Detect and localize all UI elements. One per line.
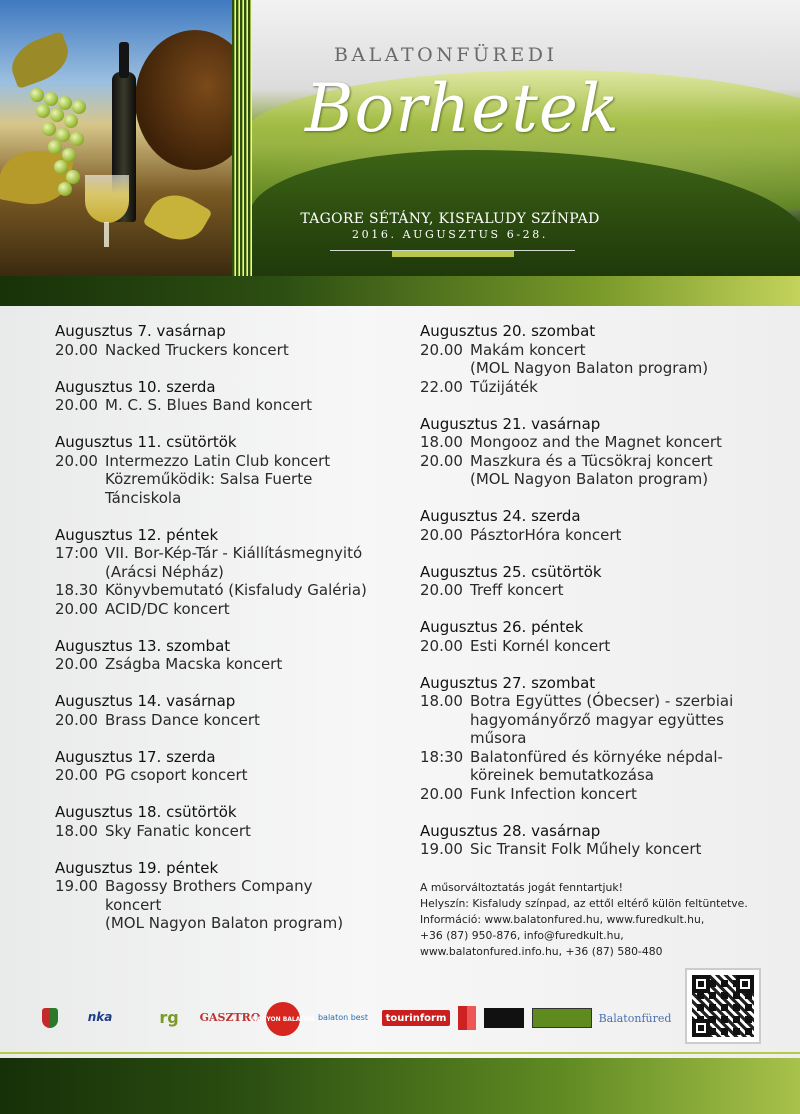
program-day [55, 803, 400, 840]
program-day [55, 637, 400, 674]
program-day [420, 822, 790, 859]
event-title: Makám koncert (MOL Nagyon Balaton program) [470, 340, 709, 377]
event-row [420, 748, 790, 785]
event-row [55, 766, 400, 785]
event-row [420, 785, 790, 804]
event-title: Maszkura és a Tücsökraj koncert (MOL Nagyon Balaton program) [470, 451, 713, 488]
event-title: Intermezzo Latin Club koncert Közreműködik: Salsa Fuerte Tánciskola [105, 451, 331, 507]
event-time: 17:00 [55, 544, 99, 562]
day-title: Augusztus 19. péntek [55, 858, 219, 877]
day-title: Augusztus 28. vasárnap [420, 821, 601, 840]
day-title: Augusztus 18. csütörtök [55, 803, 237, 821]
qr-finder-icon [692, 1019, 710, 1037]
event-row [55, 396, 400, 415]
vine-leaf-icon [5, 31, 75, 89]
event-time: 20.00 [420, 636, 463, 655]
green-sponsor-logo [532, 1008, 592, 1028]
qr-code[interactable] [685, 968, 761, 1044]
tourinform-logo: tourinform [382, 1010, 450, 1026]
grape-icon [72, 100, 86, 114]
program-day [55, 692, 400, 729]
nka-logo: nka [87, 1010, 113, 1024]
event-time: 22.00 [420, 377, 463, 396]
event-row [420, 452, 790, 489]
grape-icon [64, 114, 78, 128]
event-row [55, 544, 400, 581]
note-line: www.balatonfured.info.hu, +36 (87) 580-480 [420, 945, 663, 958]
day-title: Augusztus 24. szerda [420, 507, 581, 525]
program-left-column [55, 322, 400, 951]
venue-text: TAGORE SÉTÁNY, KISFALUDY SZÍNPAD [300, 211, 600, 227]
event-title: PG csoport koncert [105, 766, 248, 784]
nagyon-balaton-logo: NAGYON BALATON [266, 1002, 300, 1036]
event-row [55, 655, 400, 674]
program-day [55, 433, 400, 507]
event-title: Bagossy Brothers Company koncert (MOL Nagyon Balaton program) [105, 877, 344, 932]
event-title: Balatonfüred és környéke népdal- köreinek bemutatkozása [470, 747, 723, 784]
grape-icon [42, 122, 56, 136]
grape-icon [36, 104, 50, 118]
program-day [420, 322, 790, 396]
program-day [420, 563, 790, 600]
dark-sponsor-logo [484, 1008, 524, 1028]
wine-glass-stem [104, 222, 109, 247]
event-title: Funk Infection koncert [470, 784, 637, 803]
day-title: Augusztus 17. szerda [55, 747, 216, 766]
flag-logo [458, 1006, 476, 1030]
event-row [55, 581, 400, 600]
event-row [420, 378, 790, 397]
event-time: 18.00 [55, 821, 98, 840]
event-title: M. C. S. Blues Band koncert [105, 396, 312, 414]
divider-stripes [232, 0, 252, 276]
note-line: Információ: www.balatonfured.hu, www.furedkult.hu, [420, 913, 705, 926]
event-title: Nacked Truckers koncert [105, 340, 289, 359]
event-row [55, 822, 400, 841]
event-row [55, 341, 400, 360]
program-day [55, 748, 400, 785]
wine-glass-icon [85, 175, 129, 223]
day-title: Augusztus 10. szerda [55, 377, 216, 396]
event-time: 20.00 [55, 451, 98, 470]
grape-icon [30, 88, 44, 102]
grape-icon [50, 108, 64, 122]
event-title: Brass Dance koncert [105, 710, 260, 729]
info-notes [420, 880, 790, 960]
note-line: Helyszín: Kisfaludy színpad, az ettől eltérő külön feltüntetve. [420, 897, 748, 910]
event-row [420, 581, 790, 600]
program-day [55, 526, 400, 619]
qr-finder-icon [736, 975, 754, 993]
event-title: Mongooz and the Magnet koncert [470, 433, 722, 451]
event-title: PásztorHóra koncert [470, 525, 622, 544]
balaton-best-logo: balaton best [317, 1012, 369, 1022]
note-line: +36 (87) 950-876, info@furedkult.hu, [420, 929, 624, 942]
event-time: 19.00 [55, 877, 98, 895]
note-line: A műsorváltoztatás jogát fenntartjuk! [420, 881, 623, 894]
coat-of-arms-logo [38, 1006, 62, 1030]
event-row [420, 692, 790, 748]
event-row [55, 877, 400, 933]
event-time: 20.00 [420, 784, 463, 803]
grape-icon [48, 140, 62, 154]
event-time: 20.00 [55, 340, 98, 359]
header-accent-bar [392, 251, 514, 257]
event-title: Sic Transit Folk Műhely koncert [470, 840, 702, 858]
balatonfured-logo: Balatonfüred [598, 1011, 672, 1025]
event-time: 20.00 [420, 581, 463, 599]
event-time: 20.00 [420, 340, 463, 359]
event-row [55, 711, 400, 730]
brand-city: BALATONFÜREDI [334, 44, 558, 66]
event-time: 20.00 [55, 396, 98, 414]
grape-icon [70, 132, 84, 146]
program-day [420, 618, 790, 655]
footer-divider [0, 1052, 800, 1054]
program-day [420, 507, 790, 544]
event-title: Esti Kornél koncert [470, 636, 611, 655]
grape-icon [58, 182, 72, 196]
footer-band [0, 1058, 800, 1114]
event-title: VII. Bor-Kép-Tár - Kiállításmegnyitó (Arácsi Népház) [105, 544, 363, 581]
event-title: Botra Együttes (Óbecser) - szerbiai hagyományőrző magyar együttes műsora [470, 692, 734, 747]
program-day [55, 859, 400, 933]
event-time: 20.00 [420, 451, 463, 470]
event-time: 18.30 [55, 581, 98, 599]
event-time: 20.00 [55, 766, 98, 784]
day-title: Augusztus 20. szombat [420, 322, 596, 340]
program-day [55, 378, 400, 415]
wine-photo [0, 0, 250, 276]
date-text: 2016. AUGUSZTUS 6-28. [352, 228, 548, 241]
event-row [55, 600, 400, 619]
gasztro-logo: GASZTRO [199, 1010, 261, 1024]
day-title: Augusztus 12. péntek [55, 525, 219, 544]
day-title: Augusztus 26. péntek [420, 618, 584, 636]
header-band [0, 276, 800, 306]
event-row [420, 341, 790, 378]
event-time: 20.00 [55, 655, 98, 673]
program-right-column [420, 322, 790, 877]
event-title: Zságba Macska koncert [105, 655, 283, 673]
event-row [420, 637, 790, 656]
event-title: Sky Fanatic koncert [105, 821, 251, 840]
event-row [420, 526, 790, 545]
event-title: Treff koncert [470, 581, 564, 599]
event-time: 20.00 [55, 599, 98, 618]
program-day [420, 674, 790, 804]
day-title: Augusztus 7. vasárnap [55, 322, 226, 340]
day-title: Augusztus 25. csütörtök [420, 562, 602, 581]
grape-icon [54, 160, 68, 174]
event-title: Könyvbemutató (Kisfaludy Galéria) [105, 581, 367, 599]
event-time: 20.00 [55, 710, 98, 729]
sponsor-logos [30, 998, 670, 1042]
event-time: 18.00 [420, 433, 463, 451]
event-title: Tűzijáték [470, 377, 538, 396]
vine-leaf-icon [142, 184, 212, 250]
event-time: 20.00 [420, 525, 463, 544]
event-title: ACID/DC koncert [105, 599, 230, 618]
event-row [420, 840, 790, 859]
program-day [420, 415, 790, 489]
day-title: Augusztus 14. vasárnap [55, 692, 236, 710]
event-row [55, 452, 400, 508]
program-day [55, 322, 400, 359]
day-title: Augusztus 21. vasárnap [420, 414, 601, 433]
event-row [420, 433, 790, 452]
event-time: 19.00 [420, 840, 463, 858]
day-title: Augusztus 27. szombat [420, 673, 596, 692]
header-banner [0, 0, 800, 278]
brand-title: Borhetek [305, 70, 620, 147]
event-time: 18.00 [420, 692, 463, 710]
rg-logo: rg [159, 1007, 179, 1027]
event-time: 18:30 [420, 747, 464, 766]
qr-finder-icon [692, 975, 710, 993]
day-title: Augusztus 13. szombat [55, 636, 231, 655]
day-title: Augusztus 11. csütörtök [55, 433, 237, 451]
